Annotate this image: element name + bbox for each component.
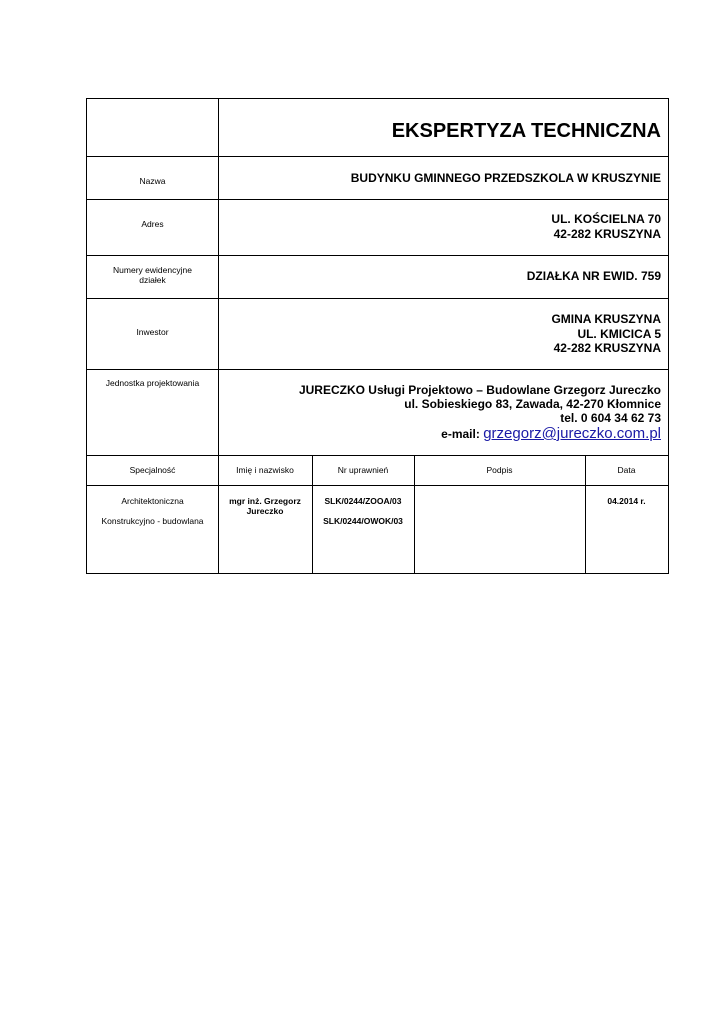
header-signature: Podpis — [486, 465, 513, 475]
header-specialty: Specjalność — [129, 465, 176, 475]
address-line2: 42-282 KRUSZYNA — [553, 227, 661, 241]
header-license: Nr uprawnień — [337, 465, 389, 475]
row-divider — [87, 255, 668, 256]
title-page-table — [86, 98, 669, 574]
parcel-label-line2: działek — [139, 275, 166, 285]
address-line1: UL. KOŚCIELNA 70 — [551, 212, 661, 226]
license-number-1: SLK/0244/ZOOA/03 — [324, 496, 402, 506]
specialty-architecture: Architektoniczna — [121, 496, 184, 506]
design-unit-line1: JURECZKO Usługi Projektowo – Budowlane Grzegorz Jureczko — [298, 383, 661, 397]
investor-label: Inwestor — [136, 327, 169, 337]
row-divider — [87, 298, 668, 299]
designer-name-line1: mgr inż. Grzegorz — [229, 496, 301, 506]
investor-line1: GMINA KRUSZYNA — [551, 312, 661, 326]
license-number-2: SLK/0244/OWOK/03 — [323, 516, 403, 526]
parcel-label-line1: Numery ewidencyjne — [113, 265, 192, 275]
row-divider — [87, 199, 668, 200]
design-unit-phone: tel. 0 604 34 62 73 — [560, 411, 661, 425]
email-link[interactable]: grzegorz@jureczko.com.pl — [483, 425, 661, 442]
name-label: Nazwa — [139, 176, 166, 186]
designer-name-line2: Jureczko — [246, 506, 284, 516]
row-divider — [87, 485, 668, 486]
investor-line3: 42-282 KRUSZYNA — [553, 341, 661, 355]
design-unit-label: Jednostka projektowania — [105, 378, 200, 388]
name-value: BUDYNKU GMINNEGO PRZEDSZKOLA W KRUSZYNIE — [350, 171, 661, 185]
investor-line2: UL. KMICICA 5 — [577, 327, 661, 341]
header-date: Data — [617, 465, 636, 475]
row-divider — [87, 455, 668, 456]
row-divider — [87, 369, 668, 370]
document-title: EKSPERTYZA TECHNICZNA — [391, 120, 661, 142]
header-name: Imię i nazwisko — [236, 465, 294, 475]
specialty-construction: Konstrukcyjno - budowlana — [101, 516, 204, 526]
date-value: 04.2014 r. — [607, 496, 646, 506]
email-label: e-mail: — [441, 427, 480, 441]
address-label: Adres — [141, 219, 164, 229]
design-unit-email-row — [441, 425, 661, 443]
row-divider — [87, 156, 668, 157]
parcel-value: DZIAŁKA NR EWID. 759 — [526, 269, 661, 283]
design-unit-line2: ul. Sobieskiego 83, Zawada, 42-270 Kłomnice — [404, 397, 661, 411]
